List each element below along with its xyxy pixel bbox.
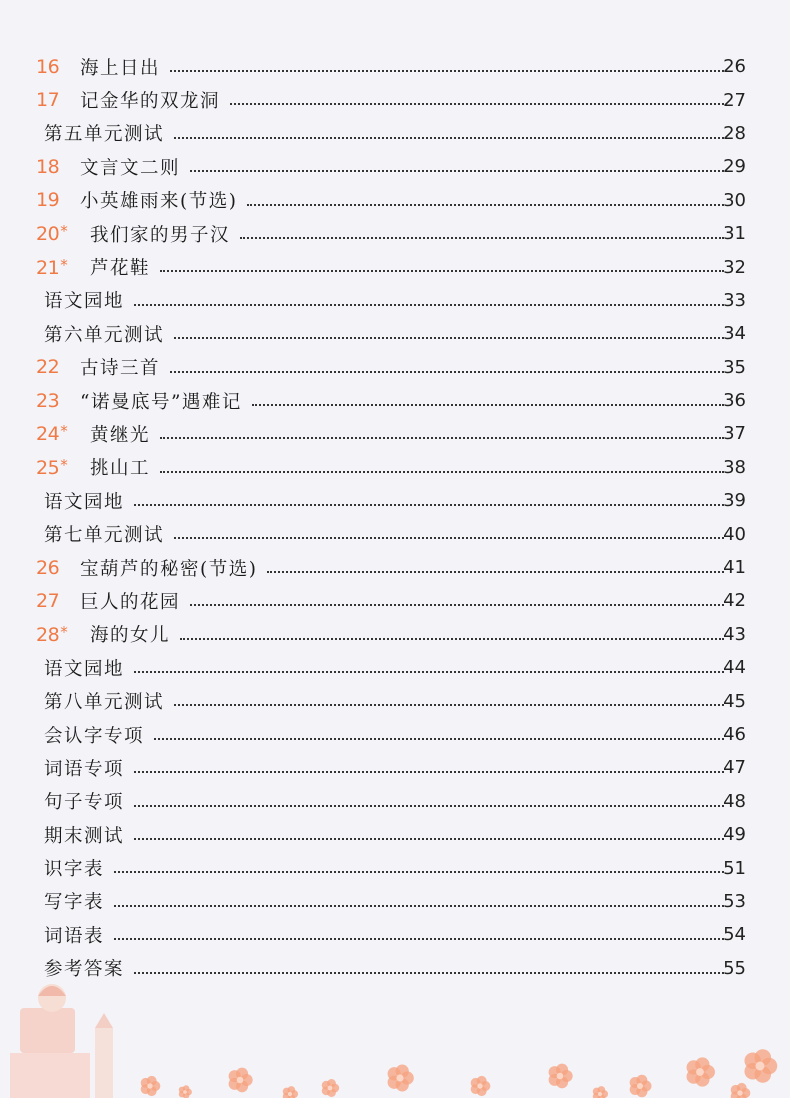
page-number: 45 xyxy=(723,690,746,712)
leader-dots xyxy=(252,404,724,406)
lesson-number: 27 xyxy=(36,589,60,612)
page-number: 39 xyxy=(723,490,746,512)
leader-dots xyxy=(174,537,724,539)
entry-title: 词语表 xyxy=(44,922,110,948)
table-of-contents xyxy=(0,50,790,985)
toc-entry[interactable] xyxy=(0,517,790,550)
page-number: 31 xyxy=(723,223,746,245)
optional-lesson-star: * xyxy=(60,255,68,274)
flower-icon xyxy=(141,1076,161,1096)
toc-entry[interactable] xyxy=(0,284,790,317)
toc-entry[interactable] xyxy=(0,184,790,217)
page-number: 26 xyxy=(723,56,746,78)
leader-dots xyxy=(114,938,724,940)
page-number: 47 xyxy=(723,757,746,779)
leader-dots xyxy=(230,103,724,105)
toc-entry[interactable] xyxy=(0,117,790,150)
entry-title: 记金华的双龙洞 xyxy=(80,87,226,113)
toc-entry[interactable] xyxy=(0,50,790,83)
entry-title: 第七单元测试 xyxy=(44,521,170,547)
flower-icon xyxy=(471,1076,491,1096)
entry-title: 海的女儿 xyxy=(90,621,176,647)
page-number: 33 xyxy=(723,289,746,311)
lesson-number: 18 xyxy=(36,155,60,178)
lesson-number: 23 xyxy=(36,389,60,412)
flower-icon xyxy=(731,1083,751,1098)
toc-entry[interactable] xyxy=(0,83,790,116)
entry-title: 宝葫芦的秘密(节选) xyxy=(80,555,263,581)
page-number: 38 xyxy=(723,456,746,478)
page-number: 36 xyxy=(723,390,746,412)
toc-entry[interactable] xyxy=(0,651,790,684)
toc-entry[interactable] xyxy=(0,351,790,384)
toc-entry[interactable] xyxy=(0,551,790,584)
toc-entry[interactable] xyxy=(0,818,790,851)
toc-entry[interactable] xyxy=(0,150,790,183)
toc-entry[interactable] xyxy=(0,417,790,450)
entry-title: 语文园地 xyxy=(44,655,130,681)
page-number: 43 xyxy=(723,623,746,645)
leader-dots xyxy=(160,437,724,439)
toc-entry[interactable] xyxy=(0,618,790,651)
leader-dots xyxy=(134,504,724,506)
page-number: 51 xyxy=(723,857,746,879)
toc-entry[interactable] xyxy=(0,584,790,617)
entry-title: 我们家的男子汉 xyxy=(90,221,236,247)
flower-border-decoration xyxy=(0,968,790,1098)
toc-entry[interactable] xyxy=(0,317,790,350)
page-number: 29 xyxy=(723,156,746,178)
flower-icon xyxy=(179,1085,192,1098)
optional-lesson-star: * xyxy=(60,222,68,241)
page-number: 30 xyxy=(723,189,746,211)
leader-dots xyxy=(134,304,724,306)
leader-dots xyxy=(247,204,724,206)
page-number: 54 xyxy=(723,924,746,946)
entry-title: 文言文二则 xyxy=(80,154,186,180)
page-number: 28 xyxy=(723,122,746,144)
lesson-number: 21* xyxy=(36,255,68,279)
toc-entry[interactable] xyxy=(0,217,790,250)
entry-title: 句子专项 xyxy=(44,788,130,814)
page-number: 48 xyxy=(723,790,746,812)
toc-entry[interactable] xyxy=(0,718,790,751)
entry-title: 小英雄雨来(节选) xyxy=(80,187,243,213)
lesson-number: 20* xyxy=(36,222,68,246)
lesson-number: 22 xyxy=(36,356,60,379)
flower-icon xyxy=(593,1086,608,1098)
leader-dots xyxy=(174,137,724,139)
optional-lesson-star: * xyxy=(60,622,68,641)
flower-icon xyxy=(388,1065,414,1092)
entry-title: “诺曼底号”遇难记 xyxy=(80,388,248,414)
leader-dots xyxy=(154,738,724,740)
entry-title: 第六单元测试 xyxy=(44,321,170,347)
entry-title: 第八单元测试 xyxy=(44,688,170,714)
page-number: 35 xyxy=(723,356,746,378)
leader-dots xyxy=(170,371,724,373)
page-number: 41 xyxy=(723,557,746,579)
lesson-number: 16 xyxy=(36,55,60,78)
entry-title: 海上日出 xyxy=(80,54,166,80)
leader-dots xyxy=(170,70,724,72)
page-number: 27 xyxy=(723,89,746,111)
flower-icon xyxy=(283,1086,298,1098)
entry-title: 语文园地 xyxy=(44,488,130,514)
toc-entry[interactable] xyxy=(0,484,790,517)
leader-dots xyxy=(267,571,724,573)
entry-title: 芦花鞋 xyxy=(90,254,156,280)
leader-dots xyxy=(174,704,724,706)
lesson-number: 24* xyxy=(36,422,68,446)
flower-icon xyxy=(630,1075,652,1097)
entry-title: 写字表 xyxy=(44,888,110,914)
entry-title: 第五单元测试 xyxy=(44,120,170,146)
page-number: 37 xyxy=(723,423,746,445)
flower-icon xyxy=(322,1079,339,1097)
toc-entry[interactable] xyxy=(0,451,790,484)
page-number: 40 xyxy=(723,523,746,545)
lesson-number: 25* xyxy=(36,455,68,479)
leader-dots xyxy=(160,471,724,473)
page-number: 32 xyxy=(723,256,746,278)
entry-title: 巨人的花园 xyxy=(80,588,186,614)
leader-dots xyxy=(134,771,724,773)
entry-title: 古诗三首 xyxy=(80,354,166,380)
optional-lesson-star: * xyxy=(60,455,68,474)
page-number: 49 xyxy=(723,824,746,846)
entry-title: 词语专项 xyxy=(44,755,130,781)
page-number: 34 xyxy=(723,323,746,345)
leader-dots xyxy=(160,270,724,272)
toc-entry[interactable] xyxy=(0,785,790,818)
entry-title: 挑山工 xyxy=(90,454,156,480)
flower-icon xyxy=(687,1057,715,1086)
girl-reading-book-icon xyxy=(10,984,113,1098)
leader-dots xyxy=(190,604,724,606)
page-number: 53 xyxy=(723,890,746,912)
lesson-number: 28* xyxy=(36,622,68,646)
flower-icon xyxy=(229,1068,253,1093)
leader-dots xyxy=(134,805,724,807)
lesson-number: 17 xyxy=(36,89,60,112)
lesson-number: 26 xyxy=(36,556,60,579)
leader-dots xyxy=(174,337,724,339)
toc-entry[interactable] xyxy=(0,885,790,918)
leader-dots xyxy=(190,170,724,172)
flower-icon xyxy=(744,1049,777,1083)
toc-entry[interactable] xyxy=(0,384,790,417)
entry-title: 会认字专项 xyxy=(44,722,150,748)
leader-dots xyxy=(134,838,724,840)
toc-entry[interactable] xyxy=(0,751,790,784)
entry-title: 语文园地 xyxy=(44,287,130,313)
entry-title: 期末测试 xyxy=(44,822,130,848)
toc-entry[interactable] xyxy=(0,250,790,283)
toc-entry[interactable] xyxy=(0,918,790,951)
leader-dots xyxy=(180,638,724,640)
entry-title: 黄继光 xyxy=(90,421,156,447)
leader-dots xyxy=(134,671,724,673)
toc-entry[interactable] xyxy=(0,684,790,717)
leader-dots xyxy=(114,905,724,907)
entry-title: 识字表 xyxy=(44,855,110,881)
page-number: 46 xyxy=(723,724,746,745)
page-number: 42 xyxy=(723,590,746,612)
page-number: 44 xyxy=(723,657,746,679)
lesson-number: 19 xyxy=(36,189,60,212)
optional-lesson-star: * xyxy=(60,422,68,441)
entry-title: 参考答案 xyxy=(44,955,130,981)
toc-entry[interactable] xyxy=(0,851,790,884)
page-number: 55 xyxy=(723,957,746,979)
flower-icon xyxy=(549,1064,573,1089)
leader-dots xyxy=(114,871,724,873)
leader-dots xyxy=(240,237,724,239)
